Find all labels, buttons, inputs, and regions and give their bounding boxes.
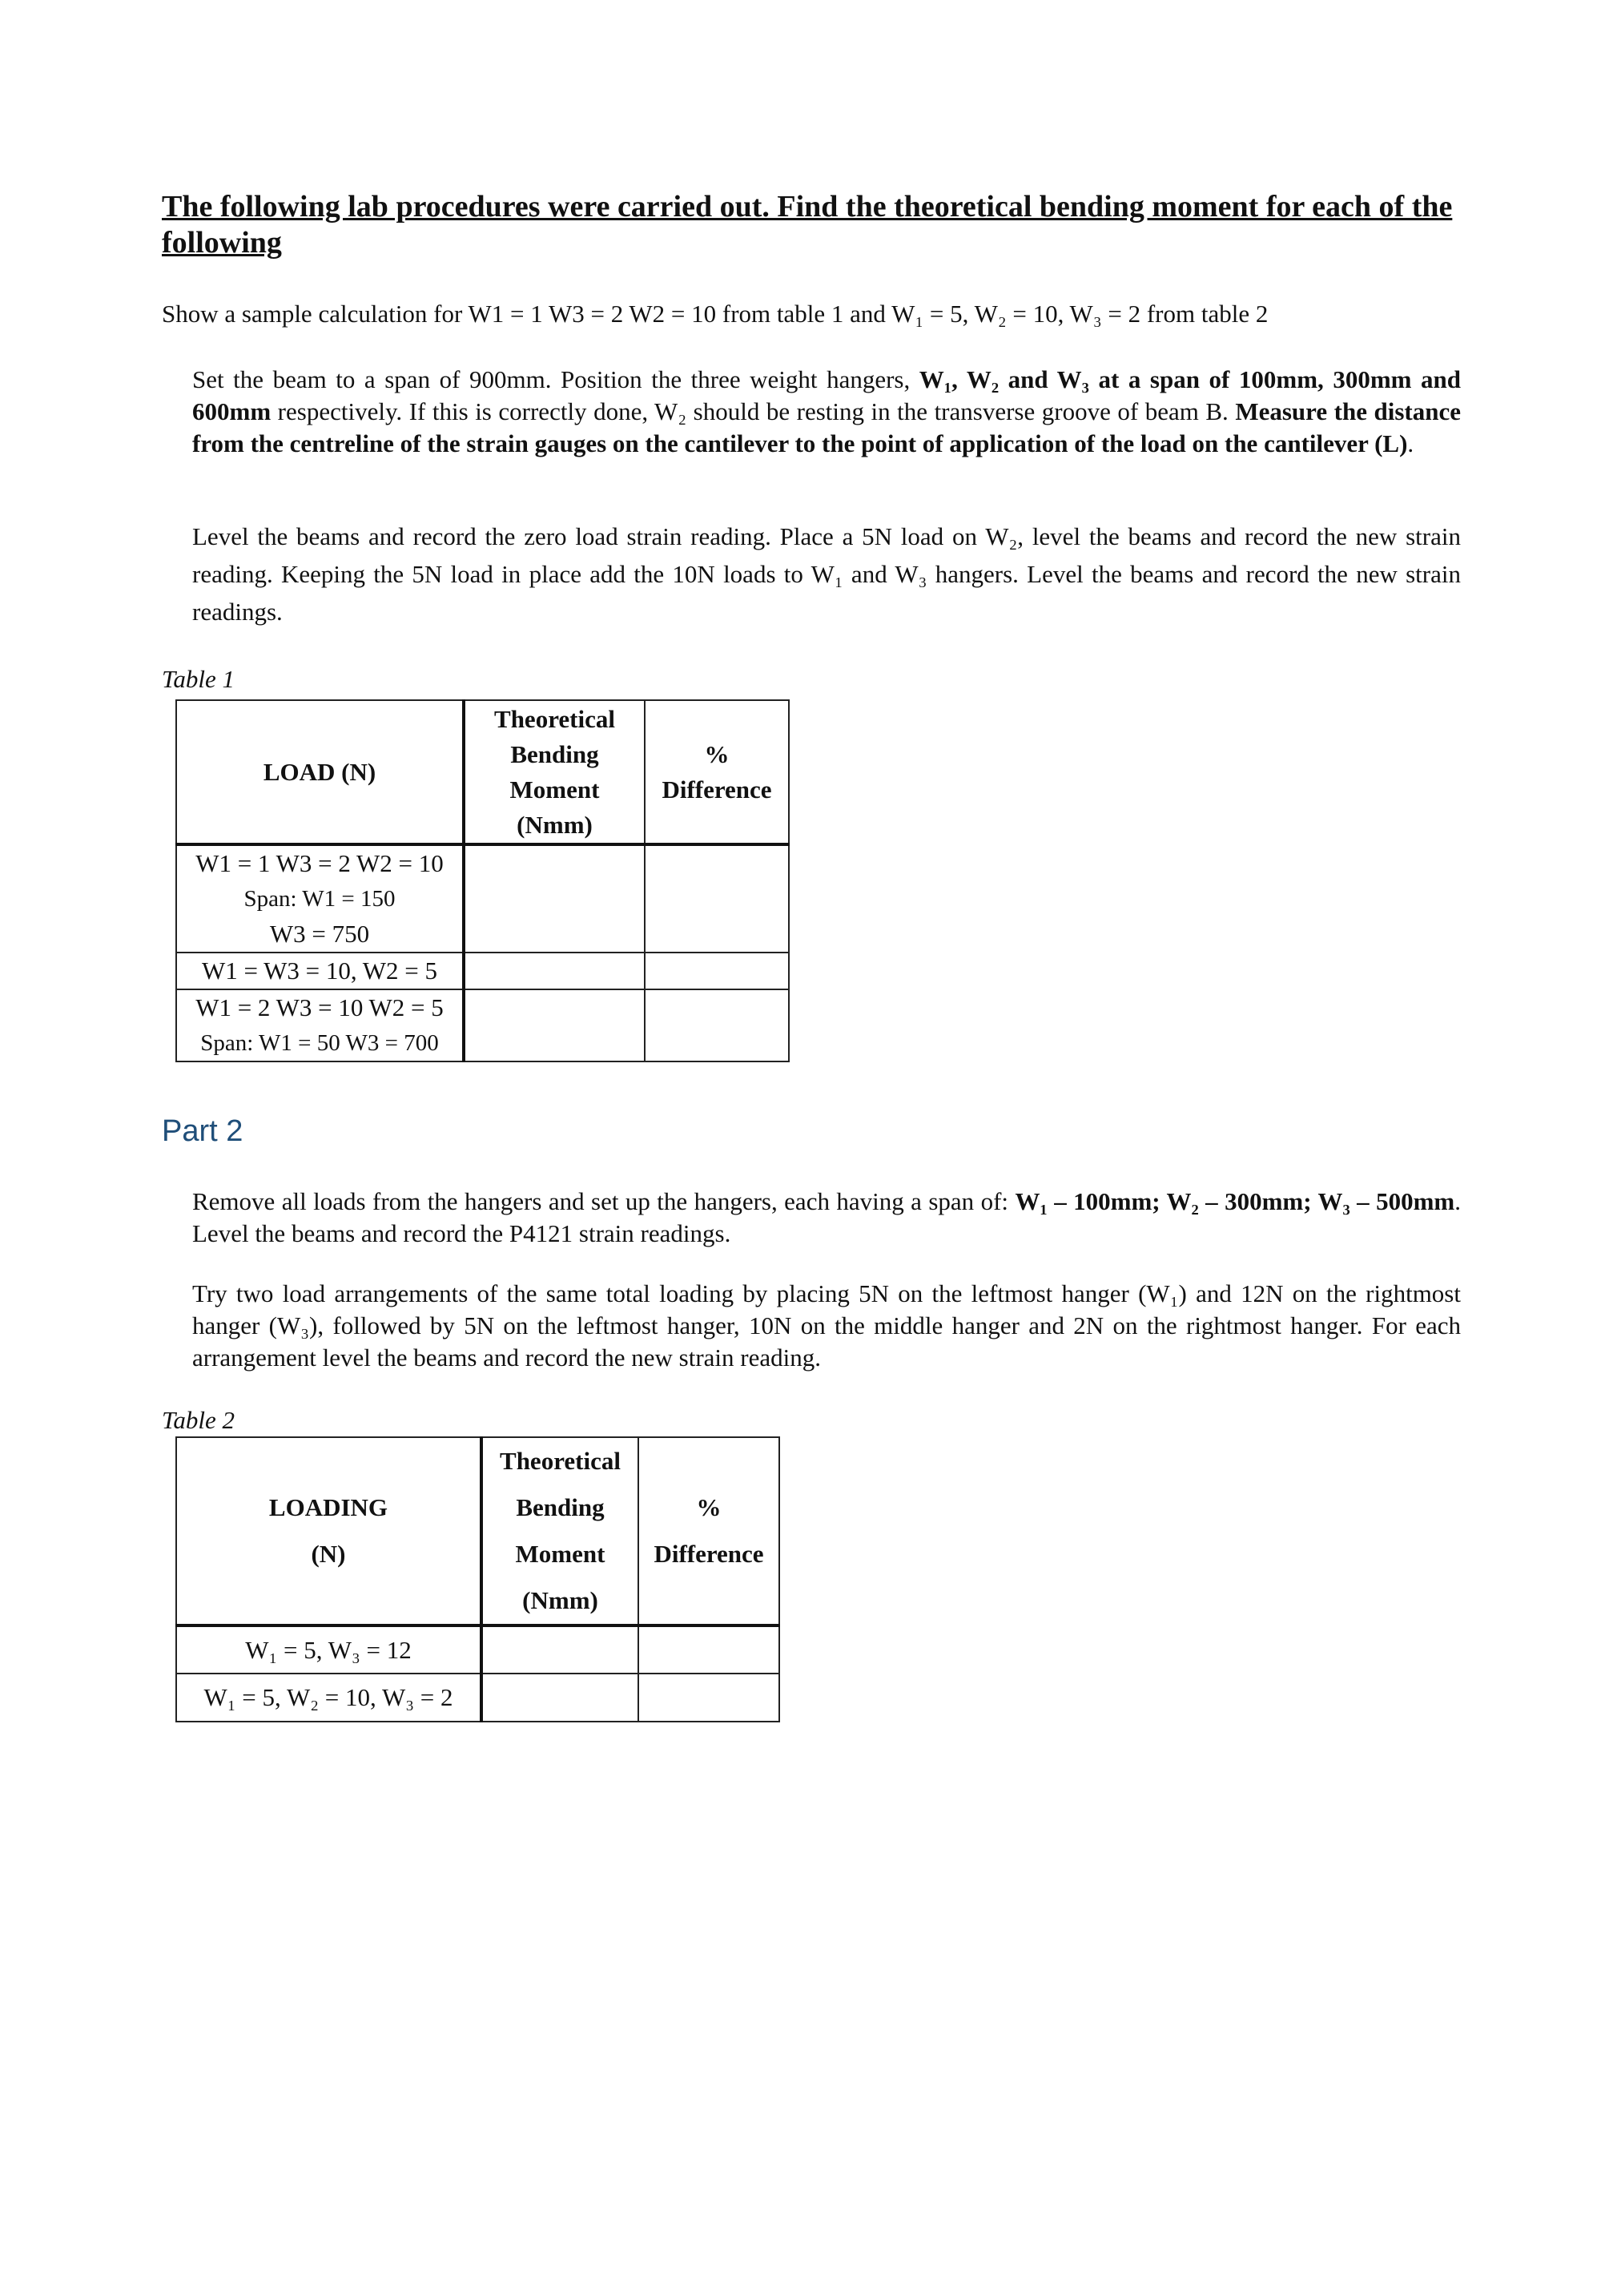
table1-caption: Table 1 xyxy=(162,665,235,693)
part2-procedure-paragraph: Try two load arrangements of the same total loading by placing 5N on the leftmost hanger (W₁) and 12N on the rightmost hanger (W₃), followed by 5N on the leftmost hanger, 10N on the middle hanger and 2N on the rightmost hanger. For each arrangement level the beams and record the new strain reading. xyxy=(192,1279,1461,1372)
table2-header-moment-line: Bending xyxy=(516,1493,605,1521)
table2-header-diff-line: % xyxy=(696,1493,722,1521)
table1-diff-cell[interactable] xyxy=(645,953,789,989)
table2-header-moment-line: (Nmm) xyxy=(522,1586,598,1614)
table1-moment-cell[interactable] xyxy=(464,844,645,953)
table1-header-moment-line: (Nmm) xyxy=(517,810,593,839)
table2-caption: Table 2 xyxy=(162,1406,235,1434)
page-title: The following lab procedures were carried out. Find the theoretical bending moment for each of the following xyxy=(162,190,1453,260)
table-row xyxy=(176,844,789,953)
table2-header-load xyxy=(176,1437,481,1625)
table2-header-moment-line: Moment xyxy=(515,1540,605,1568)
part2-setup-end: . Level the beams and record the P4121 strain readings. xyxy=(192,1187,1461,1247)
table2-header-row xyxy=(176,1437,779,1625)
table2-header-diff xyxy=(638,1437,779,1625)
table1-header-diff-line: % xyxy=(704,739,730,768)
part2-setup-pre: Remove all loads from the hangers and set up the hangers, each having a span of: xyxy=(192,1187,1016,1215)
load-line: W1 = 2 W3 = 10 W2 = 5 xyxy=(195,993,444,1021)
table2-moment-cell[interactable] xyxy=(481,1674,638,1722)
table-row xyxy=(176,989,789,1061)
table1-header-diff-line: Difference xyxy=(662,775,772,804)
load-line: Span: W1 = 50 W3 = 700 xyxy=(200,1030,439,1056)
table1-header-diff xyxy=(645,700,789,844)
table2-diff-cell[interactable] xyxy=(638,1625,779,1674)
table-row xyxy=(176,1625,779,1674)
sample-calculation-instruction: Show a sample calculation for W1 = 1 W3 = 2 W2 = 10 from table 1 and W₁ = 5, W₂ = 10, W₃ = 2 from table 2 xyxy=(162,300,1269,328)
table1-header-moment-line: Moment xyxy=(509,775,600,804)
table2-load-cell: W₁ = 5, W₃ = 12 xyxy=(176,1625,481,1674)
load-line: W1 = W3 = 10, W2 = 5 xyxy=(201,957,438,985)
part1-setup-bold2: Measure the distance from the centreline of the strain gauges on the cantilever to the point of application of the load on the cantilever (L) xyxy=(192,397,1462,457)
table-row xyxy=(176,953,789,989)
table2-diff-cell[interactable] xyxy=(638,1674,779,1722)
table1-load-cell xyxy=(176,953,464,989)
part1-setup-end: . xyxy=(1407,429,1414,457)
part1-setup-paragraph xyxy=(192,364,1461,460)
table1-load-cell xyxy=(176,989,464,1061)
table2-header-load-line: (N) xyxy=(311,1540,346,1568)
table2-header-moment xyxy=(481,1437,638,1625)
table2-header-moment-line: Theoretical xyxy=(500,1447,621,1475)
part1-setup-pre: Set the beam to a span of 900mm. Position the three weight hangers, xyxy=(192,365,919,393)
table1-header-row xyxy=(176,700,789,844)
part2-heading: Part 2 xyxy=(162,1114,243,1148)
table1-moment-cell[interactable] xyxy=(464,953,645,989)
table1-header-moment-line: Bending xyxy=(510,739,599,768)
table2-moment-cell[interactable] xyxy=(481,1625,638,1674)
table2-load-cell: W₁ = 5, W₂ = 10, W₃ = 2 xyxy=(176,1674,481,1722)
table2-header-load-line: LOADING xyxy=(268,1493,388,1521)
table2-header-diff-line: Difference xyxy=(654,1540,764,1568)
load-line: Span: W1 = 150 xyxy=(243,886,396,912)
table1-header-moment-line: Theoretical xyxy=(494,704,615,733)
part1-setup-bold1: W₁, W₂ and W₃ at a span of 100mm, 300mm and 600mm xyxy=(192,365,1462,425)
part2-setup-bold: W₁ – 100mm; W₂ – 300mm; W₃ – 500mm xyxy=(1015,1187,1455,1215)
table1-header-load: LOAD (N) xyxy=(176,700,464,844)
table2 xyxy=(175,1436,780,1722)
table1-load-cell xyxy=(176,844,464,953)
table1-diff-cell[interactable] xyxy=(645,844,789,953)
part1-setup-mid: respectively. If this is correctly done, W₂ should be resting in the transverse groove of beam B. xyxy=(271,397,1236,425)
load-line: W3 = 750 xyxy=(269,920,370,948)
table1-moment-cell[interactable] xyxy=(464,989,645,1061)
part2-setup-paragraph xyxy=(192,1186,1461,1250)
load-line: W1 = 1 W3 = 2 W2 = 10 xyxy=(195,849,444,877)
table-row xyxy=(176,1674,779,1722)
table1-header-moment xyxy=(464,700,645,844)
table1-diff-cell[interactable] xyxy=(645,989,789,1061)
part1-procedure-paragraph: Level the beams and record the zero load strain reading. Place a 5N load on W₂, level the beams and record the new strain reading. Keeping the 5N load in place add the 10N loads to W₁ and W₃ hangers. Level the beams and record the new strain readings. xyxy=(192,522,1461,626)
table1 xyxy=(175,699,790,1062)
